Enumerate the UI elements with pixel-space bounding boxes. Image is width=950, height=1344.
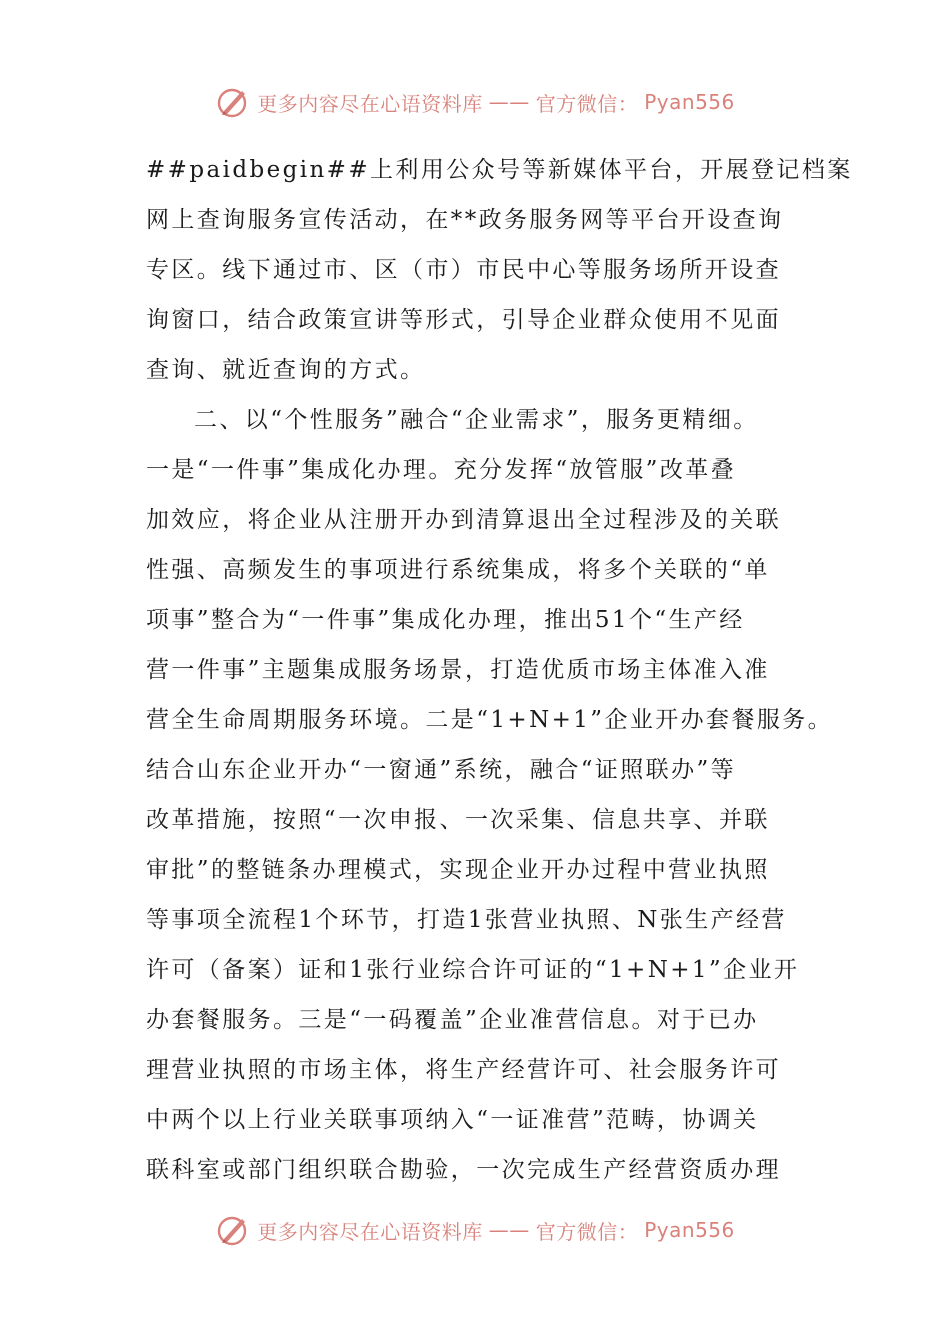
text-line: 询窗口，结合政策宣讲等形式，引导企业群众使用不见面 [146, 307, 781, 333]
header-watermark [0, 82, 950, 122]
text-line: 专区。线下通过市、区（市）市民中心等服务场所开设查 [146, 257, 781, 283]
watermark-wechat-id: Pyan556 [644, 90, 735, 114]
watermark-separator: —— [488, 90, 530, 114]
text-line: 等事项全流程1个环节，打造1张营业执照、N张生产经营 [146, 907, 787, 933]
text-line: 许可（备案）证和1张行业综合许可证的“1+N+1”企业开 [146, 957, 800, 983]
watermark-wechat-label: 官方微信： [535, 91, 639, 116]
text-line: 性强、高频发生的事项进行系统集成，将多个关联的“单 [146, 557, 770, 583]
text-line: ##paidbegin##上利用公众号等新媒体平台，开展登记档案 [146, 157, 853, 183]
text-line: 一是“一件事”集成化办理。充分发挥“放管服”改革叠 [146, 457, 737, 483]
text-line: 网上查询服务宣传活动，在**政务服务网等平台开设查询 [146, 207, 784, 233]
text-line: 办套餐服务。三是“一码覆盖”企业准营信息。对于已办 [146, 1007, 759, 1033]
watermark-text: 更多内容尽在心语资料库 [257, 1219, 483, 1244]
text-line: 项事”整合为“一件事”集成化办理，推出51个“生产经 [146, 607, 745, 633]
text-line: 改革措施，按照“一次申报、一次采集、信息共享、并联 [146, 807, 770, 833]
document-body [146, 145, 853, 1195]
text-line: 营全生命周期服务环境。二是“1+N+1”企业开办套餐服务。 [146, 707, 834, 733]
pen-logo-icon [215, 1212, 251, 1248]
text-line: 营一件事”主题集成服务场景，打造优质市场主体准入准 [146, 657, 770, 683]
section-heading-line: 二、以“个性服务”融合“企业需求”，服务更精细。 [194, 407, 759, 433]
text-line: 联科室或部门组织联合勘验，一次完成生产经营资质办理 [146, 1157, 781, 1183]
watermark-wechat-id: Pyan556 [644, 1218, 735, 1242]
watermark-text: 更多内容尽在心语资料库 [257, 91, 483, 116]
footer-watermark [0, 1210, 950, 1250]
text-line: 结合山东企业开办“一窗通”系统，融合“证照联办”等 [146, 757, 737, 783]
text-line: 审批”的整链条办理模式，实现企业开办过程中营业执照 [146, 857, 770, 883]
watermark-separator: —— [488, 1218, 530, 1242]
text-line: 理营业执照的市场主体，将生产经营许可、社会服务许可 [146, 1057, 781, 1083]
pen-logo-icon [215, 84, 251, 120]
text-line: 查询、就近查询的方式。 [146, 357, 426, 383]
text-line: 加效应，将企业从注册开办到清算退出全过程涉及的关联 [146, 507, 781, 533]
text-line: 中两个以上行业关联事项纳入“一证准营”范畴，协调关 [146, 1107, 759, 1133]
watermark-wechat-label: 官方微信： [535, 1219, 639, 1244]
